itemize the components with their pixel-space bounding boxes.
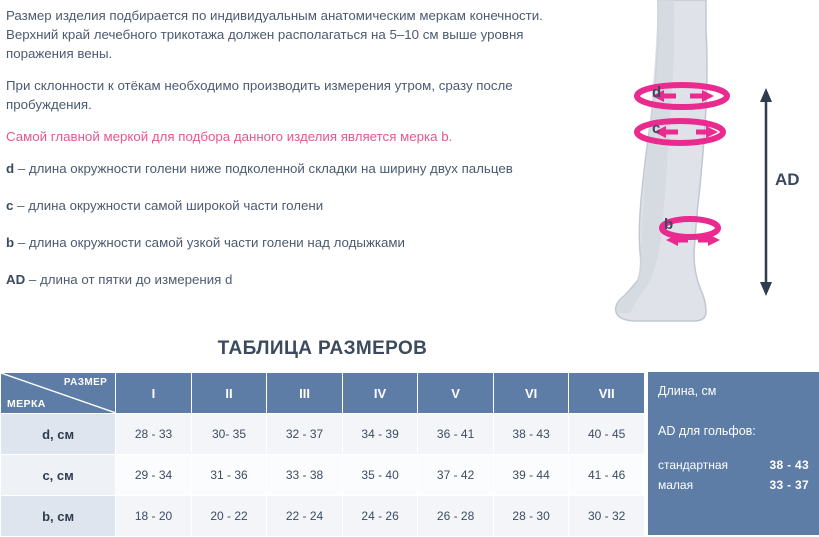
intro-paragraph-2: При склонности к отёкам необходимо производить измерения утром, сразу после пробуждения.: [6, 78, 513, 112]
cell-d-2: 30- 35: [191, 414, 267, 455]
cell-c-7: 41 - 46: [569, 455, 645, 496]
row-label-c: c, см: [1, 455, 116, 496]
table-row: [1, 414, 645, 455]
column-header-3: III: [267, 373, 343, 414]
definition-key-d: d: [6, 161, 15, 176]
definition-key-c: c: [6, 198, 14, 213]
illustration-label-b: b: [664, 216, 674, 233]
length-row-small-value: 33 - 37: [769, 478, 809, 492]
definition-key-b: b: [6, 235, 15, 250]
cell-b-7: 30 - 32: [569, 496, 645, 537]
table-header-row: [1, 373, 645, 414]
ad-arrow-icon: [760, 88, 772, 296]
illustration-label-ad: AD: [775, 170, 800, 189]
cell-b-3: 22 - 24: [267, 496, 343, 537]
cell-d-7: 40 - 45: [569, 414, 645, 455]
size-table: [0, 372, 645, 537]
measurement-definitions: [6, 159, 592, 289]
instruction-text-block: [0, 0, 600, 307]
cell-c-3: 33 - 38: [267, 455, 343, 496]
cell-b-2: 20 - 22: [191, 496, 267, 537]
definition-key-ad: AD: [6, 272, 26, 287]
column-header-5: V: [418, 373, 494, 414]
length-row-standard: [658, 458, 809, 472]
length-panel-subtitle: AD для гольфов:: [658, 424, 756, 438]
corner-label-measure: МЕРКА: [7, 398, 46, 410]
length-panel-title: Длина, см: [658, 384, 717, 398]
leg-illustration: [600, 0, 819, 336]
column-header-6: VI: [493, 373, 569, 414]
illustration-label-c: c: [652, 120, 661, 137]
definition-text-c: – длина окружности самой широкой части голени: [13, 198, 324, 213]
cell-c-1: 29 - 34: [116, 455, 192, 496]
definition-ad: [6, 270, 592, 289]
cell-d-6: 38 - 43: [493, 414, 569, 455]
table-corner-cell: [1, 373, 116, 414]
cell-d-3: 32 - 37: [267, 414, 343, 455]
definition-text-d: – длина окружности голени ниже подколенной складки на ширину двух пальцев: [14, 161, 513, 176]
row-label-d: d, см: [1, 414, 116, 455]
length-row-standard-name: стандартная: [658, 458, 729, 472]
cell-d-5: 36 - 41: [418, 414, 494, 455]
table-row: [1, 455, 645, 496]
illustration-label-d: d: [652, 84, 662, 101]
row-label-b: b, см: [1, 496, 116, 537]
cell-c-2: 31 - 36: [191, 455, 267, 496]
length-row-small-name: малая: [658, 478, 694, 492]
leg-diagram-svg: [600, 0, 819, 336]
cell-c-5: 37 - 42: [418, 455, 494, 496]
table-row: [1, 496, 645, 537]
length-panel: [648, 372, 819, 535]
intro-paragraph-highlight: Самой главной меркой для подбора данного изделия является мерка b.: [6, 129, 453, 144]
cell-b-1: 18 - 20: [116, 496, 192, 537]
page-title: ТАБЛИЦА РАЗМЕРОВ: [217, 338, 428, 359]
column-header-7: VII: [569, 373, 645, 414]
definition-b: [6, 233, 592, 252]
definition-d: [6, 159, 592, 178]
cell-c-4: 35 - 40: [342, 455, 418, 496]
cell-b-6: 28 - 30: [493, 496, 569, 537]
cell-b-5: 26 - 28: [418, 496, 494, 537]
definition-text-ad: – длина от пятки до измерения d: [25, 272, 233, 287]
cell-b-4: 24 - 26: [342, 496, 418, 537]
definition-text-b: – длина окружности самой узкой части голени над лодыжками: [14, 235, 405, 250]
cell-d-1: 28 - 33: [116, 414, 192, 455]
cell-d-4: 34 - 39: [342, 414, 418, 455]
corner-label-size: РАЗМЕР: [63, 377, 108, 388]
length-row-standard-value: 38 - 43: [769, 458, 809, 472]
definition-c: [6, 196, 592, 215]
cell-c-6: 39 - 44: [493, 455, 569, 496]
column-header-2: II: [191, 373, 267, 414]
length-row-small: [658, 478, 809, 492]
column-header-1: I: [116, 373, 192, 414]
intro-paragraph-1: Размер изделия подбирается по индивидуальным анатомическим меркам конечности. Верхний край лечебного трикотажа должен располагаться на 5–10 см выше уровня поражения вены.: [6, 8, 543, 61]
column-header-4: IV: [342, 373, 418, 414]
